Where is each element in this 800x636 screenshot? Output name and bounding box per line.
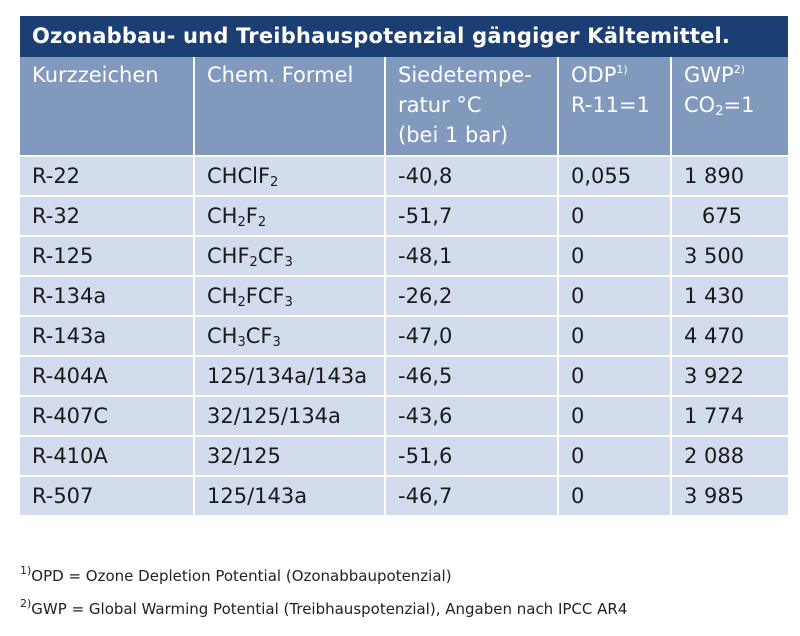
formula-subscript: 2 — [249, 255, 258, 270]
cell-kurzzeichen: R-407C — [20, 396, 194, 436]
header-siedetemperatur-line1: Siedetempe- — [398, 63, 532, 87]
table-row — [20, 436, 788, 476]
table-row — [20, 476, 788, 516]
cell-gwp: 4 470 — [671, 316, 788, 356]
formula-subscript: 3 — [284, 295, 293, 310]
formula-subscript: 2 — [237, 295, 246, 310]
cell-gwp: 1 890 — [671, 156, 788, 196]
header-kurzzeichen: Kurzzeichen — [20, 57, 194, 156]
formula-text: CHClF — [207, 164, 271, 188]
table-row — [20, 156, 788, 196]
cell-kurzzeichen: R-410A — [20, 436, 194, 476]
header-row — [20, 57, 788, 156]
header-gwp-reference-a: CO — [684, 93, 716, 117]
formula-subscript: 3 — [237, 335, 246, 350]
formula-subscript: 2 — [257, 215, 267, 230]
cell-gwp: 3 985 — [671, 476, 788, 516]
cell-gwp: 1 430 — [671, 276, 788, 316]
cell-siedetemperatur: -26,2 — [385, 276, 558, 316]
cell-kurzzeichen: R-404A — [20, 356, 194, 396]
cell-gwp: 675 — [671, 196, 788, 236]
cell-siedetemperatur: -47,0 — [385, 316, 558, 356]
cell-gwp: 1 774 — [671, 396, 788, 436]
cell-siedetemperatur: -43,6 — [385, 396, 558, 436]
formula-text: CHF — [207, 244, 250, 268]
cell-formel — [194, 476, 385, 516]
formula-subscript: 2 — [270, 175, 279, 190]
cell-siedetemperatur: -40,8 — [385, 156, 558, 196]
cell-odp: 0 — [558, 276, 671, 316]
formula-text: CH — [207, 324, 238, 348]
table-row — [20, 396, 788, 436]
refrigerant-table — [20, 57, 788, 517]
header-odp — [558, 57, 671, 156]
cell-siedetemperatur: -46,7 — [385, 476, 558, 516]
cell-formel — [194, 356, 385, 396]
cell-kurzzeichen: R-143a — [20, 316, 194, 356]
table-row — [20, 356, 788, 396]
table-row — [20, 316, 788, 356]
header-gwp — [671, 57, 788, 156]
table-row — [20, 196, 788, 236]
cell-kurzzeichen: R-22 — [20, 156, 194, 196]
footnote-odp: $^{1)}$OPD = Ozone Depletion Potential (Ozonabbaupotenzial) — [20, 564, 452, 585]
header-gwp-reference-b: =1 — [723, 93, 755, 117]
cell-odp: 0 — [558, 396, 671, 436]
formula-text: CH — [207, 204, 238, 228]
header-odp-footnote-mark: 1) — [616, 63, 628, 76]
header-odp-label: ODP — [571, 63, 617, 87]
formula-text: CF — [245, 324, 273, 348]
cell-gwp: 2 088 — [671, 436, 788, 476]
cell-formel — [194, 236, 385, 276]
cell-odp: 0 — [558, 436, 671, 476]
formula-text: FCF — [245, 284, 285, 308]
cell-kurzzeichen: R-125 — [20, 236, 194, 276]
refrigerant-table-frame — [20, 16, 788, 517]
formula-text: 32/125/134a — [207, 404, 341, 428]
cell-odp: 0 — [558, 236, 671, 276]
header-gwp-label: GWP — [684, 63, 734, 87]
cell-odp: 0,055 — [558, 156, 671, 196]
cell-siedetemperatur: -51,7 — [385, 196, 558, 236]
cell-formel — [194, 436, 385, 476]
table-row — [20, 236, 788, 276]
cell-formel — [194, 276, 385, 316]
formula-text: 125/143a — [207, 484, 308, 508]
header-odp-reference: R-11=1 — [571, 93, 650, 117]
header-gwp-footnote-mark: 2) — [733, 63, 745, 76]
header-siedetemperatur-line3: (bei 1 bar) — [398, 123, 509, 147]
header-siedetemperatur — [385, 57, 558, 156]
cell-formel — [194, 396, 385, 436]
cell-odp: 0 — [558, 316, 671, 356]
cell-kurzzeichen: R-32 — [20, 196, 194, 236]
header-formel: Chem. Formel — [194, 57, 385, 156]
formula-subscript: 3 — [284, 255, 293, 270]
cell-odp: 0 — [558, 196, 671, 236]
table-row — [20, 276, 788, 316]
header-siedetemperatur-line2: ratur °C — [398, 93, 482, 117]
formula-text: 32/125 — [207, 444, 281, 468]
cell-siedetemperatur: -46,5 — [385, 356, 558, 396]
formula-text: 125/134a/143a — [207, 364, 368, 388]
cell-formel — [194, 316, 385, 356]
cell-formel — [194, 196, 385, 236]
cell-formel — [194, 156, 385, 196]
table-title: Ozonabbau- und Treibhauspotenzial gängiger Kältemittel. — [20, 16, 788, 57]
formula-text: CF — [257, 244, 285, 268]
cell-gwp: 3 922 — [671, 356, 788, 396]
formula-text: F — [245, 204, 258, 228]
formula-text: CH — [207, 284, 238, 308]
formula-subscript: 2 — [237, 215, 246, 230]
cell-siedetemperatur: -51,6 — [385, 436, 558, 476]
cell-siedetemperatur: -48,1 — [385, 236, 558, 276]
cell-kurzzeichen: R-134a — [20, 276, 194, 316]
cell-odp: 0 — [558, 356, 671, 396]
footnote-gwp: $^{2)}$GWP = Global Warming Potential (Treibhauspotenzial), Angaben nach IPCC AR4 — [20, 597, 628, 618]
footnotes — [20, 560, 627, 626]
formula-subscript: 3 — [272, 335, 281, 350]
cell-kurzzeichen: R-507 — [20, 476, 194, 516]
cell-gwp: 3 500 — [671, 236, 788, 276]
header-gwp-reference-sub: 2 — [715, 104, 724, 119]
cell-odp: 0 — [558, 476, 671, 516]
